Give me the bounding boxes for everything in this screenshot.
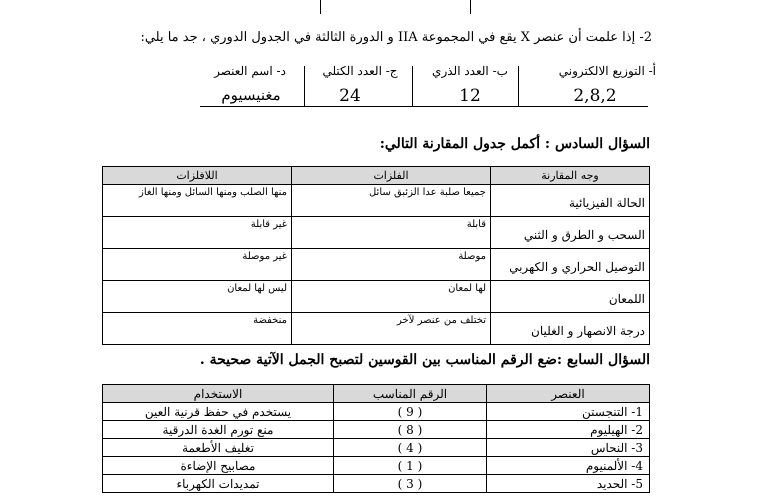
usage-cell: تمديدات الكهرباء — [103, 475, 334, 493]
metal-cell: قابلة — [292, 217, 491, 249]
usage-cell: منع تورم الغدة الدرقية — [103, 421, 334, 439]
q2-header-electron-config: أ- التوزيع الالكتروني — [558, 64, 656, 78]
element-cell: 2- الهيليوم — [487, 421, 650, 439]
q6-title: السؤال السادس : أكمل جدول المقارنة التالي: — [379, 136, 650, 152]
nonmetal-cell: منخفضة — [103, 313, 292, 345]
usage-cell: مصابيح الإضاءة — [103, 457, 334, 475]
nonmetal-cell: غير موصلة — [103, 249, 292, 281]
table-row — [103, 249, 650, 281]
q2-divider-1 — [518, 66, 519, 106]
element-cell: 4- الألمنيوم — [487, 457, 650, 475]
metal-cell: تختلف من عنصر لآخر — [292, 313, 491, 345]
number-cell: ( 8 ) — [334, 421, 487, 439]
q2-header-element-name: د- اسم العنصر — [214, 64, 286, 78]
q2-answer-element-name: مغنيسيوم — [221, 86, 281, 104]
q2-header-atomic-number: ب- العدد الذري — [432, 64, 508, 78]
aspect-cell: السحب و الطرق و الثني — [491, 217, 650, 249]
column-header-element: العنصر — [487, 385, 650, 403]
number-cell: ( 3 ) — [334, 475, 487, 493]
q2-answer-underline — [200, 106, 648, 107]
top-table-border-left — [320, 0, 321, 14]
q2-divider-3 — [304, 66, 305, 106]
table-row — [103, 421, 650, 439]
column-header-nonmetals: اللافلزات — [103, 167, 292, 185]
element-usage-table — [102, 384, 650, 493]
metal-cell: جميعا صلبة عدا الزئبق سائل — [292, 185, 491, 217]
q2-answer-mass-number: 24 — [339, 86, 361, 106]
q2-prompt: 2- إذا علمت أن عنصر X يقع في المجموعة IIA و الدورة الثالثة في الجدول الدوري ، جد ما يلي: — [140, 30, 652, 45]
number-cell: ( 9 ) — [334, 403, 487, 421]
q2-answer-electron-config: 2,8,2 — [573, 86, 617, 106]
column-header-usage: الاستخدام — [103, 385, 334, 403]
table-row — [103, 185, 650, 217]
nonmetal-cell: غير قابلة — [103, 217, 292, 249]
table-row — [103, 403, 650, 421]
table-row — [103, 475, 650, 493]
aspect-cell: الحالة الفيزيائية — [491, 185, 650, 217]
q7-title: السؤال السابع :ضع الرقم المناسب بين القوسين لتصبح الجمل الآتية صحيحة . — [199, 352, 650, 368]
metal-cell: لها لمعان — [292, 281, 491, 313]
column-header-aspect: وجه المقارنة — [491, 167, 650, 185]
aspect-cell: درجة الانصهار و الغليان — [491, 313, 650, 345]
usage-cell: تغليف الأطعمة — [103, 439, 334, 457]
q2-header-mass-number: ج- العدد الكتلي — [322, 64, 398, 78]
aspect-cell: اللمعان — [491, 281, 650, 313]
nonmetal-cell: منها الصلب ومنها السائل ومنها الغاز — [103, 185, 292, 217]
comparison-table — [102, 166, 650, 345]
usage-cell: يستخدم في حفظ قرنية العين — [103, 403, 334, 421]
element-cell: 3- النحاس — [487, 439, 650, 457]
column-header-metals: الفلزات — [292, 167, 491, 185]
table-row — [103, 457, 650, 475]
number-cell: ( 4 ) — [334, 439, 487, 457]
element-cell: 5- الحديد — [487, 475, 650, 493]
aspect-cell: التوصيل الحراري و الكهربي — [491, 249, 650, 281]
nonmetal-cell: ليس لها لمعان — [103, 281, 292, 313]
q2-divider-2 — [412, 66, 413, 106]
column-header-number: الرقم المناسب — [334, 385, 487, 403]
table-row — [103, 217, 650, 249]
table-row — [103, 313, 650, 345]
q2-answer-atomic-number: 12 — [459, 86, 481, 106]
metal-cell: موصلة — [292, 249, 491, 281]
element-cell: 1- التنجستن — [487, 403, 650, 421]
table-row — [103, 439, 650, 457]
number-cell: ( 1 ) — [334, 457, 487, 475]
top-table-border-right — [470, 0, 471, 14]
table-row — [103, 281, 650, 313]
